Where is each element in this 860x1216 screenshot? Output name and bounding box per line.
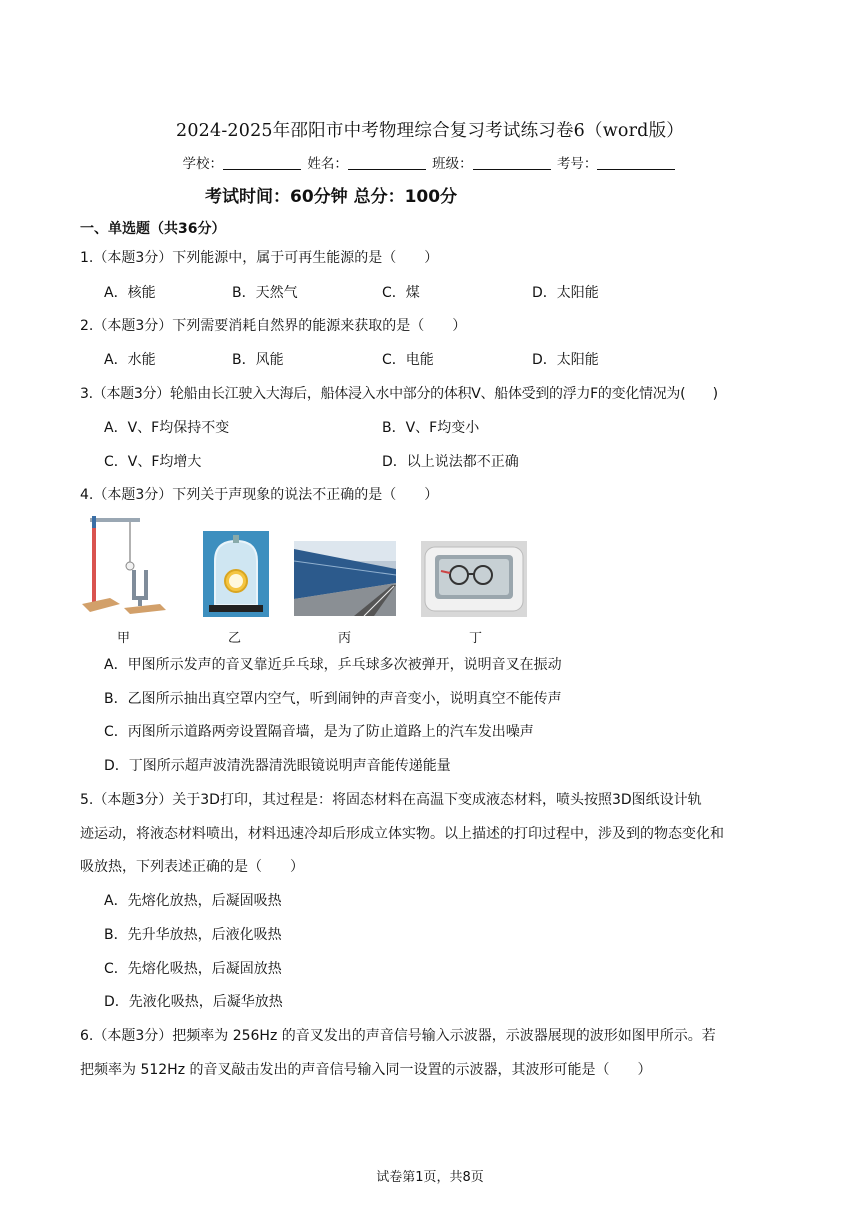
caption-ding: 丁	[469, 631, 483, 646]
caption-yi: 乙	[228, 631, 242, 646]
q4-option-d[interactable]: D．丁图所示超声波清洗器清洗眼镜说明声音能传递能量	[104, 758, 451, 774]
caption-bing: 丙	[338, 631, 352, 646]
class-label: 班级：	[432, 156, 473, 172]
q4-option-a[interactable]: A．甲图所示发声的音叉靠近乒乓球，乒乓球多次被弹开，说明音叉在振动	[104, 657, 562, 673]
question-2-stem: 2.（本题3分）下列需要消耗自然界的能源来获取的是（ ）	[80, 318, 467, 334]
q1-option-d[interactable]: D．太阳能	[532, 285, 599, 301]
q5-option-c[interactable]: C．先熔化吸热，后凝固放热	[104, 961, 282, 977]
question-4-stem: 4.（本题3分）下列关于声现象的说法不正确的是（ ）	[80, 487, 439, 503]
section-heading: 一、单选题（共36分）	[80, 221, 226, 237]
name-field[interactable]	[348, 157, 426, 170]
name-label: 姓名：	[307, 156, 348, 172]
q2-option-a[interactable]: A．水能	[104, 352, 156, 368]
figure-jia-tuning-fork	[80, 512, 168, 616]
q3-option-a[interactable]: A．V、F均保持不变	[104, 420, 230, 436]
q4-option-b[interactable]: B．乙图所示抽出真空罩内空气，听到闹钟的声音变小，说明真空不能传声	[104, 691, 562, 707]
q2-option-d[interactable]: D．太阳能	[532, 352, 599, 368]
q2-option-b[interactable]: B．风能	[232, 352, 284, 368]
question-6-stem-line-2: 把频率为 512Hz 的音叉敲击发出的声音信号输入同一设置的示波器，其波形可能是（ ）	[80, 1062, 652, 1078]
question-5-stem-line-1: 5.（本题3分）关于3D打印，其过程是：将固态材料在高温下变成液态材料，喷头按照3D图纸设计轨	[80, 792, 702, 808]
q3-option-b[interactable]: B．V、F均变小	[382, 420, 480, 436]
q5-option-d[interactable]: D．先液化吸热，后凝华放热	[104, 994, 283, 1010]
number-label: 考号：	[556, 156, 598, 172]
figure-bing-sound-barrier	[294, 541, 396, 616]
school-field[interactable]	[223, 157, 301, 170]
q1-option-a[interactable]: A．核能	[104, 285, 156, 301]
number-field[interactable]	[597, 157, 675, 170]
class-field[interactable]	[473, 157, 551, 170]
school-label: 学校：	[182, 156, 224, 172]
question-5-stem-line-2: 迹运动，将液态材料喷出，材料迅速冷却后形成立体实物。以上描述的打印过程中，涉及到的物态变化和	[80, 826, 724, 842]
figure-ding-ultrasonic-cleaner	[421, 541, 527, 617]
student-info-row	[0, 152, 860, 172]
q4-option-c[interactable]: C．丙图所示道路两旁设置隔音墙，是为了防止道路上的汽车发出噪声	[104, 724, 534, 740]
q1-option-b[interactable]: B．天然气	[232, 285, 298, 301]
exam-title: 2024-2025年邵阳市中考物理综合复习考试练习卷6（word版）	[175, 121, 684, 141]
question-1-stem: 1.（本题3分）下列能源中，属于可再生能源的是（ ）	[80, 250, 439, 266]
question-5-stem-line-3: 吸放热，下列表述正确的是（ ）	[80, 859, 304, 875]
q3-option-d[interactable]: D．以上说法都不正确	[382, 454, 519, 470]
q1-option-c[interactable]: C．煤	[382, 285, 420, 301]
q5-option-b[interactable]: B．先升华放热，后液化吸热	[104, 927, 282, 943]
q5-option-a[interactable]: A．先熔化放热，后凝固吸热	[104, 893, 282, 909]
q3-option-c[interactable]: C．V、F均增大	[104, 454, 202, 470]
question-6-stem-line-1: 6.（本题3分）把频率为 256Hz 的音叉发出的声音信号输入示波器，示波器展现的波形如图甲所示。若	[80, 1028, 716, 1044]
caption-jia: 甲	[117, 631, 131, 646]
q2-option-c[interactable]: C．电能	[382, 352, 434, 368]
page-footer: 试卷第1页，共8页	[376, 1170, 484, 1185]
exam-time: 考试时间：60分钟 总分：100分	[205, 187, 458, 207]
question-3-stem: 3.（本题3分）轮船由长江驶入大海后，船体浸入水中部分的体积V、船体受到的浮力F的变化情况为( )	[80, 386, 718, 402]
figure-yi-bell-jar	[203, 531, 269, 617]
